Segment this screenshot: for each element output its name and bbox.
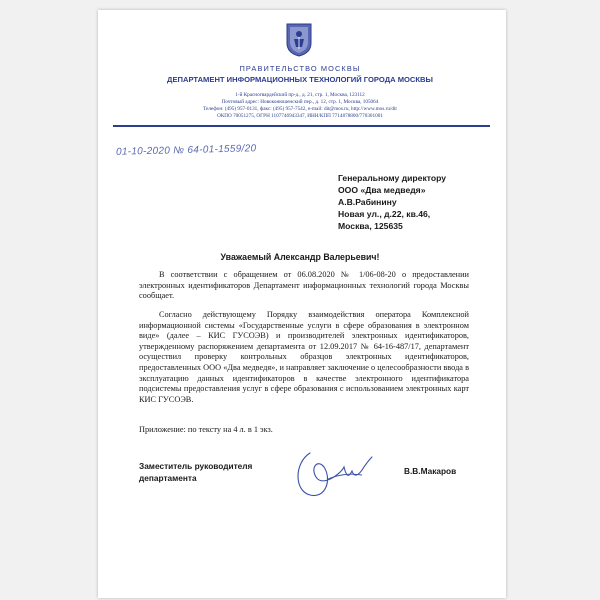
addressee-line: Новая ул., д.22, кв.46,: [338, 209, 431, 219]
registration-number: 01-10-2020 № 64-01-1559/20: [115, 143, 257, 158]
greeting: Уважаемый Александр Валерьевич!: [220, 252, 380, 262]
moscow-coat-of-arms-icon: [286, 23, 312, 57]
address-line: Почтовый адрес: Новоконюшенский пер., д. 12, стр. 1, Москва, 105064: [221, 99, 379, 105]
letterhead-divider: [113, 125, 490, 127]
department-title: ДЕПАРТАМЕНТ ИНФОРМАЦИОННЫХ ТЕХНОЛОГИЙ ГОРОДА МОСКВЫ: [167, 75, 433, 84]
addressee-line: Москва, 125635: [338, 221, 403, 231]
address-line: 1-й Красногвардейский пр-д., д. 21, стр. 1, Москва, 123112: [235, 92, 365, 98]
government-title: ПРАВИТЕЛЬСТВО МОСКВЫ: [239, 64, 361, 73]
signatory-name: В.В.Макаров: [404, 466, 457, 476]
handwritten-signature-icon: [288, 445, 374, 503]
attachment-note: Приложение: по тексту на 4 л. в 1 экз.: [139, 425, 273, 434]
signatory-position: [139, 460, 252, 484]
paragraph: Согласно действующему Порядку взаимодействия оператора Комплексной информационной системы «Государственные услуги в сфере образования в электронном виде» (далее – КИС ГУСОЭВ) и производителей электронных идентификаторов, утвержденному распоряжением департамента от 12.09.2017 № 64-16-487/17, департамент осуществил проверку контрольных образцов электронных идентификаторов, предоставленных ООО «Два медведя», и направляет заключение о целесообразности ввода в эксплуатацию данных идентификаторов в качестве электронного идентификатора подсистемы предоставления услуг в сфере образования с использованием электронных карт КИС ГУСОЭВ.: [139, 310, 469, 404]
addressee-line: Генеральному директору: [338, 173, 447, 183]
contact-line: Телефон: (495) 957-0131, факс: (495) 957-7542, e-mail: dit@mos.ru, http://www.mos.ru/dit: [203, 106, 397, 112]
addressee-line: А.В.Рабинину: [338, 197, 397, 207]
position-line: департамента: [139, 473, 197, 483]
registry-line: ОКПО 70051275, ОГРН 1107746943347, ИНН/КПП 7714878800/770301001: [217, 113, 383, 119]
paragraph: В соответствии с обращением от 06.08.2020 № 1/06-08-20 о предоставлении электронных идентификаторов Департамент информационных технологий города Москвы сообщает.: [139, 270, 469, 301]
addressee-line: ООО «Два медведя»: [338, 185, 426, 195]
position-line: Заместитель руководителя: [139, 461, 253, 471]
